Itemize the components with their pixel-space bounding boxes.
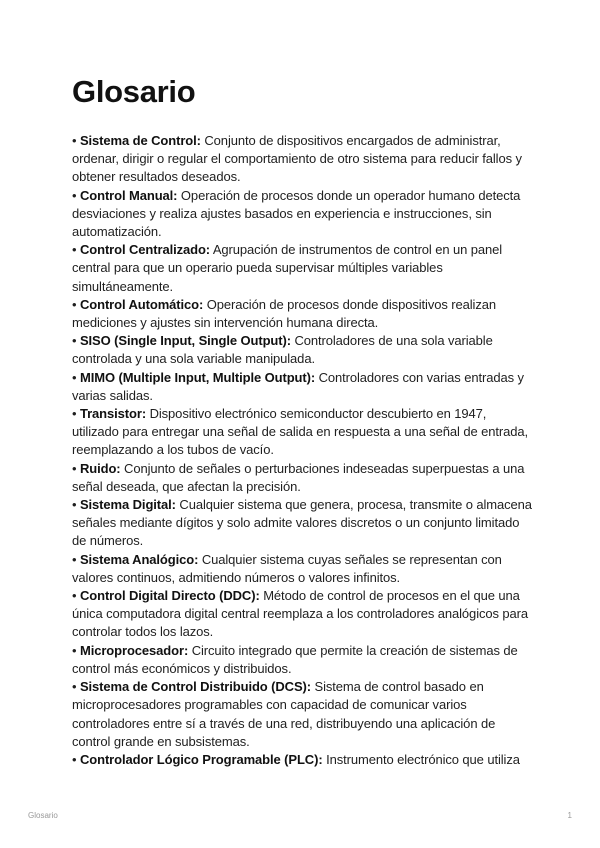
glossary-entry bbox=[72, 132, 532, 187]
glossary-term: Sistema de Control Distribuido (DCS): bbox=[79, 679, 311, 695]
glossary-definition: Dispositivo electrónico semiconductor descubierto en 1947, utilizado para entregar una señal de salida en respuesta a una señal de entrada, reemplazando a los tubos de vacío. bbox=[72, 406, 528, 458]
glossary-term: Ruido: bbox=[79, 460, 121, 476]
bullet: • bbox=[72, 242, 77, 258]
bullet: • bbox=[72, 588, 77, 604]
glossary-definition: Sistema de control basado en microprocesadores programables con capacidad de comunicar varios controladores entre sí a través de una red, distribuyendo una aplicación de control grande en subsistemas. bbox=[72, 679, 496, 749]
glossary-term: Transistor: bbox=[79, 406, 147, 422]
page-title: Glosario bbox=[72, 74, 196, 109]
glossary-definition: Conjunto de dispositivos encargados de administrar, ordenar, dirigir o regular el comportamiento de otro sistema para reducir fallos y obtener resultados deseados. bbox=[72, 133, 522, 185]
glossary-entry bbox=[72, 551, 532, 587]
glossary-definition: Operación de procesos donde un operador humano detecta desviaciones y realiza ajustes basados en experiencia e instrucciones, sin automatización. bbox=[72, 187, 521, 240]
bullet: • bbox=[72, 406, 77, 422]
bullet: • bbox=[72, 497, 77, 513]
glossary-entry bbox=[72, 751, 532, 769]
glossary-term: Sistema Digital: bbox=[79, 497, 176, 513]
bullet: • bbox=[72, 133, 77, 148]
bullet: • bbox=[72, 333, 77, 349]
footer-page-number: 1 bbox=[567, 811, 572, 820]
glossary-definition: Cualquier sistema cuyas señales se representan con valores continuos, admitiendo números o valores infinitos. bbox=[72, 551, 502, 585]
bullet: • bbox=[72, 551, 77, 567]
glossary-definition: Operación de procesos donde dispositivos realizan mediciones y ajustes sin intervención humana directa. bbox=[72, 296, 496, 331]
glossary-entry bbox=[72, 187, 532, 242]
bullet: • bbox=[72, 751, 77, 767]
glossary-list bbox=[72, 132, 532, 769]
glossary-entry bbox=[72, 587, 532, 642]
glossary-definition: Cualquier sistema que genera, procesa, transmite o almacena señales mediante dígitos y solo admite valores discretos o un conjunto limitado de números. bbox=[72, 497, 532, 549]
glossary-entry bbox=[72, 369, 532, 405]
bullet: • bbox=[72, 187, 77, 203]
bullet: • bbox=[72, 369, 77, 385]
bullet: • bbox=[72, 679, 77, 695]
glossary-term: Microprocesador: bbox=[79, 642, 189, 658]
glossary-entry bbox=[72, 678, 532, 751]
glossary-definition: Agrupación de instrumentos de control en un panel central para que un operario pueda supervisar múltiples variables simultáneamente. bbox=[72, 242, 503, 294]
glossary-term: Controlador Lógico Programable (PLC): bbox=[79, 751, 323, 767]
glossary-definition: Circuito integrado que permite la creación de sistemas de control más económicos y distribuidos. bbox=[72, 642, 518, 676]
glossary-definition: Instrumento electrónico que utiliza bbox=[326, 751, 520, 767]
bullet: • bbox=[72, 296, 77, 312]
glossary-entry bbox=[72, 642, 532, 678]
glossary-term: Control Manual: bbox=[79, 187, 178, 203]
glossary-entry bbox=[72, 241, 532, 296]
glossary-definition: Controladores de una sola variable controlada y una sola variable manipulada. bbox=[72, 333, 493, 367]
glossary-term: Control Centralizado: bbox=[79, 242, 211, 258]
glossary-definition: Controladores con varias entradas y varias salidas. bbox=[72, 369, 524, 403]
glossary-entry bbox=[72, 460, 532, 496]
glossary-term: SISO (Single Input, Single Output): bbox=[79, 333, 291, 349]
glossary-term: Control Digital Directo (DDC): bbox=[79, 588, 260, 604]
bullet: • bbox=[72, 642, 77, 658]
glossary-entry bbox=[72, 496, 532, 551]
glossary-entry bbox=[72, 405, 532, 460]
footer-title: Glosario bbox=[28, 811, 58, 820]
glossary-term: Sistema de Control: bbox=[79, 133, 201, 148]
glossary-entry bbox=[72, 332, 532, 368]
glossary-definition: Conjunto de señales o perturbaciones indeseadas superpuestas a una señal deseada, que afectan la precisión. bbox=[72, 460, 525, 494]
glossary-term: Sistema Analógico: bbox=[79, 551, 199, 567]
glossary-term: MIMO (Multiple Input, Multiple Output): bbox=[79, 369, 316, 385]
glossary-definition: Método de control de procesos en el que una única computadora digital central reemplaza a los controladores analógicos para controlar todos los lazos. bbox=[72, 588, 529, 640]
bullet: • bbox=[72, 460, 77, 476]
glossary-term: Control Automático: bbox=[79, 296, 204, 312]
glossary-entry bbox=[72, 296, 532, 332]
